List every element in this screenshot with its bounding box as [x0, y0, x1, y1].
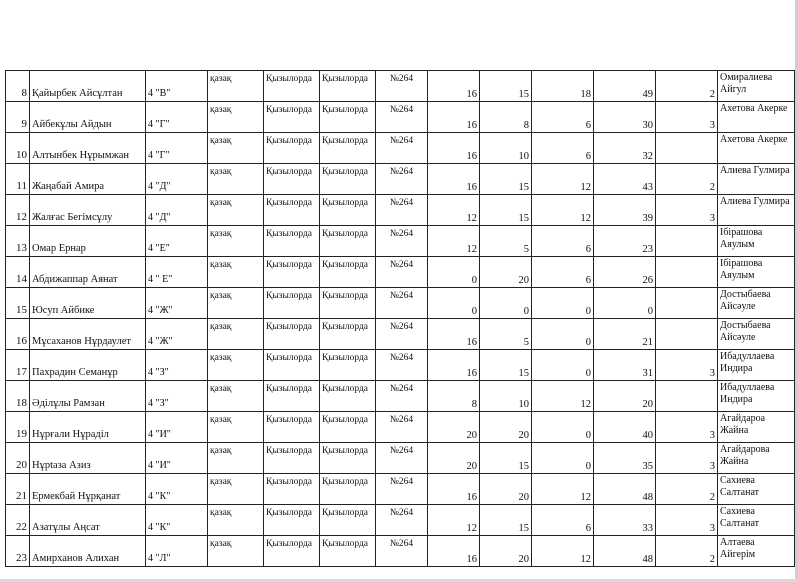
score-1-cell: 16 [428, 536, 480, 567]
student-name-cell: Ермекбай Нұрқанат [30, 474, 146, 505]
score-2-cell: 5 [480, 319, 532, 350]
teacher-name-cell: Ибадуллаева Индира [718, 350, 795, 381]
score-3-cell: 6 [532, 257, 594, 288]
class-cell: 4 "Л" [146, 536, 208, 567]
row-number-cell: 14 [6, 257, 30, 288]
student-name-cell: Юсуп Айбике [30, 288, 146, 319]
total-score-cell: 0 [594, 288, 656, 319]
region-cell: Қызылорда [264, 164, 320, 195]
language-cell: қазақ [208, 350, 264, 381]
city-cell: Қызылорда [320, 505, 376, 536]
school-cell: №264 [376, 133, 428, 164]
row-number-cell: 12 [6, 195, 30, 226]
student-name-cell: Амирханов Алихан [30, 536, 146, 567]
total-score-cell: 33 [594, 505, 656, 536]
total-score-cell: 48 [594, 474, 656, 505]
table-row [6, 257, 795, 288]
score-1-cell: 16 [428, 71, 480, 102]
teacher-name-cell: Сахиева Салтанат [718, 474, 795, 505]
score-2-cell: 5 [480, 226, 532, 257]
score-2-cell: 15 [480, 164, 532, 195]
score-3-cell: 0 [532, 443, 594, 474]
row-number-cell: 11 [6, 164, 30, 195]
class-cell: 4 "В" [146, 71, 208, 102]
school-cell: №264 [376, 288, 428, 319]
table-row [6, 505, 795, 536]
place-cell [656, 381, 718, 412]
score-2-cell: 10 [480, 133, 532, 164]
student-name-cell: Жалғас Бегімсұлу [30, 195, 146, 226]
score-2-cell: 15 [480, 71, 532, 102]
score-1-cell: 16 [428, 350, 480, 381]
total-score-cell: 21 [594, 319, 656, 350]
place-cell: 3 [656, 412, 718, 443]
teacher-name-cell: Сахиева Салтанат [718, 505, 795, 536]
teacher-name-cell: Агайдарова Жайна [718, 443, 795, 474]
city-cell: Қызылорда [320, 381, 376, 412]
school-cell: №264 [376, 474, 428, 505]
teacher-name-cell: Ібірашова Аяулым [718, 257, 795, 288]
place-cell [656, 226, 718, 257]
score-1-cell: 16 [428, 133, 480, 164]
total-score-cell: 20 [594, 381, 656, 412]
school-cell: №264 [376, 195, 428, 226]
table-row [6, 474, 795, 505]
region-cell: Қызылорда [264, 133, 320, 164]
class-cell: 4 "Ж" [146, 319, 208, 350]
score-2-cell: 10 [480, 381, 532, 412]
region-cell: Қызылорда [264, 474, 320, 505]
city-cell: Қызылорда [320, 133, 376, 164]
score-3-cell: 12 [532, 536, 594, 567]
score-2-cell: 8 [480, 102, 532, 133]
language-cell: қазақ [208, 226, 264, 257]
teacher-name-cell: Алиева Гулмира [718, 195, 795, 226]
class-cell: 4 "И" [146, 412, 208, 443]
score-3-cell: 12 [532, 195, 594, 226]
school-cell: №264 [376, 412, 428, 443]
region-cell: Қызылорда [264, 257, 320, 288]
row-number-cell: 9 [6, 102, 30, 133]
student-name-cell: Азатұлы Аңсат [30, 505, 146, 536]
teacher-name-cell: Алиева Гулмира [718, 164, 795, 195]
region-cell: Қызылорда [264, 412, 320, 443]
language-cell: қазақ [208, 381, 264, 412]
teacher-name-cell: Достыбаева Айсәуле [718, 319, 795, 350]
total-score-cell: 31 [594, 350, 656, 381]
teacher-name-cell: Омиралиева Айгул [718, 71, 795, 102]
class-cell: 4 "Д" [146, 164, 208, 195]
table-row [6, 350, 795, 381]
region-cell: Қызылорда [264, 505, 320, 536]
city-cell: Қызылорда [320, 164, 376, 195]
student-name-cell: Айбекұлы Айдын [30, 102, 146, 133]
score-2-cell: 15 [480, 195, 532, 226]
total-score-cell: 32 [594, 133, 656, 164]
class-cell: 4 "З" [146, 381, 208, 412]
school-cell: №264 [376, 505, 428, 536]
school-cell: №264 [376, 350, 428, 381]
row-number-cell: 22 [6, 505, 30, 536]
student-name-cell: Жаңабай Амира [30, 164, 146, 195]
score-1-cell: 16 [428, 319, 480, 350]
class-cell: 4 "К" [146, 505, 208, 536]
place-cell: 2 [656, 71, 718, 102]
city-cell: Қызылорда [320, 412, 376, 443]
score-2-cell: 20 [480, 536, 532, 567]
score-3-cell: 6 [532, 505, 594, 536]
score-2-cell: 15 [480, 443, 532, 474]
region-cell: Қызылорда [264, 71, 320, 102]
score-3-cell: 0 [532, 412, 594, 443]
row-number-cell: 16 [6, 319, 30, 350]
total-score-cell: 48 [594, 536, 656, 567]
score-3-cell: 6 [532, 102, 594, 133]
results-table-body [6, 71, 795, 567]
language-cell: қазақ [208, 319, 264, 350]
score-3-cell: 18 [532, 71, 594, 102]
school-cell: №264 [376, 319, 428, 350]
score-1-cell: 16 [428, 164, 480, 195]
score-3-cell: 0 [532, 319, 594, 350]
city-cell: Қызылорда [320, 195, 376, 226]
region-cell: Қызылорда [264, 319, 320, 350]
total-score-cell: 39 [594, 195, 656, 226]
score-3-cell: 6 [532, 133, 594, 164]
school-cell: №264 [376, 102, 428, 133]
language-cell: қазақ [208, 474, 264, 505]
score-1-cell: 8 [428, 381, 480, 412]
teacher-name-cell: Ибадуллаева Индира [718, 381, 795, 412]
score-1-cell: 12 [428, 195, 480, 226]
city-cell: Қызылорда [320, 257, 376, 288]
score-2-cell: 0 [480, 288, 532, 319]
score-3-cell: 12 [532, 474, 594, 505]
score-3-cell: 0 [532, 288, 594, 319]
school-cell: №264 [376, 226, 428, 257]
score-3-cell: 12 [532, 164, 594, 195]
table-row [6, 226, 795, 257]
school-cell: №264 [376, 381, 428, 412]
table-row [6, 536, 795, 567]
score-1-cell: 0 [428, 257, 480, 288]
language-cell: қазақ [208, 536, 264, 567]
place-cell [656, 288, 718, 319]
student-name-cell: Нұрtaза Азиз [30, 443, 146, 474]
row-number-cell: 15 [6, 288, 30, 319]
class-cell: 4 "Ж" [146, 288, 208, 319]
class-cell: 4 "Г" [146, 133, 208, 164]
score-1-cell: 20 [428, 412, 480, 443]
place-cell: 2 [656, 164, 718, 195]
row-number-cell: 18 [6, 381, 30, 412]
table-row [6, 133, 795, 164]
city-cell: Қызылорда [320, 288, 376, 319]
place-cell: 3 [656, 102, 718, 133]
row-number-cell: 17 [6, 350, 30, 381]
student-name-cell: Әділұлы Рамзан [30, 381, 146, 412]
teacher-name-cell: Ібірашова Аяулым [718, 226, 795, 257]
city-cell: Қызылорда [320, 443, 376, 474]
student-name-cell: Омар Ернар [30, 226, 146, 257]
language-cell: қазақ [208, 195, 264, 226]
score-1-cell: 20 [428, 443, 480, 474]
total-score-cell: 30 [594, 102, 656, 133]
city-cell: Қызылорда [320, 226, 376, 257]
place-cell [656, 319, 718, 350]
results-table [5, 70, 795, 567]
school-cell: №264 [376, 536, 428, 567]
region-cell: Қызылорда [264, 102, 320, 133]
city-cell: Қызылорда [320, 350, 376, 381]
teacher-name-cell: Алтаева Айгерім [718, 536, 795, 567]
region-cell: Қызылорда [264, 381, 320, 412]
score-1-cell: 16 [428, 474, 480, 505]
city-cell: Қызылорда [320, 102, 376, 133]
class-cell: 4 "З" [146, 350, 208, 381]
school-cell: №264 [376, 257, 428, 288]
language-cell: қазақ [208, 443, 264, 474]
city-cell: Қызылорда [320, 319, 376, 350]
language-cell: қазақ [208, 133, 264, 164]
teacher-name-cell: Ахетова Акерке [718, 133, 795, 164]
teacher-name-cell: Агайдароа Жайна [718, 412, 795, 443]
region-cell: Қызылорда [264, 288, 320, 319]
city-cell: Қызылорда [320, 71, 376, 102]
row-number-cell: 21 [6, 474, 30, 505]
table-row [6, 412, 795, 443]
language-cell: қазақ [208, 288, 264, 319]
class-cell: 4 "И" [146, 443, 208, 474]
score-3-cell: 0 [532, 350, 594, 381]
total-score-cell: 49 [594, 71, 656, 102]
language-cell: қазақ [208, 412, 264, 443]
language-cell: қазақ [208, 71, 264, 102]
table-row [6, 71, 795, 102]
class-cell: 4 " Е" [146, 257, 208, 288]
school-cell: №264 [376, 71, 428, 102]
class-cell: 4 "Г" [146, 102, 208, 133]
place-cell: 3 [656, 350, 718, 381]
table-row [6, 381, 795, 412]
student-name-cell: Нұрғали Нұраділ [30, 412, 146, 443]
region-cell: Қызылорда [264, 195, 320, 226]
score-2-cell: 20 [480, 474, 532, 505]
total-score-cell: 23 [594, 226, 656, 257]
total-score-cell: 40 [594, 412, 656, 443]
place-cell: 3 [656, 443, 718, 474]
score-3-cell: 6 [532, 226, 594, 257]
language-cell: қазақ [208, 257, 264, 288]
class-cell: 4 "Д" [146, 195, 208, 226]
school-cell: №264 [376, 164, 428, 195]
student-name-cell: Қайырбек Айсұлтан [30, 71, 146, 102]
place-cell: 3 [656, 195, 718, 226]
score-2-cell: 20 [480, 257, 532, 288]
row-number-cell: 13 [6, 226, 30, 257]
student-name-cell: Алтынбек Нұрымжан [30, 133, 146, 164]
language-cell: қазақ [208, 102, 264, 133]
city-cell: Қызылорда [320, 536, 376, 567]
total-score-cell: 26 [594, 257, 656, 288]
region-cell: Қызылорда [264, 226, 320, 257]
place-cell [656, 133, 718, 164]
region-cell: Қызылорда [264, 443, 320, 474]
student-name-cell: Абдижаппар Аянат [30, 257, 146, 288]
teacher-name-cell: Достыбаева Айсәуле [718, 288, 795, 319]
language-cell: қазақ [208, 164, 264, 195]
total-score-cell: 43 [594, 164, 656, 195]
table-row [6, 319, 795, 350]
city-cell: Қызылорда [320, 474, 376, 505]
score-2-cell: 15 [480, 505, 532, 536]
row-number-cell: 23 [6, 536, 30, 567]
student-name-cell: Мұсаханов Нұрдаулет [30, 319, 146, 350]
place-cell: 3 [656, 505, 718, 536]
table-row [6, 288, 795, 319]
score-1-cell: 12 [428, 505, 480, 536]
region-cell: Қызылорда [264, 536, 320, 567]
student-name-cell: Пахрадин Семанұр [30, 350, 146, 381]
place-cell [656, 257, 718, 288]
score-2-cell: 20 [480, 412, 532, 443]
table-row [6, 102, 795, 133]
school-cell: №264 [376, 443, 428, 474]
table-row [6, 164, 795, 195]
class-cell: 4 "К" [146, 474, 208, 505]
row-number-cell: 19 [6, 412, 30, 443]
place-cell: 2 [656, 474, 718, 505]
score-1-cell: 16 [428, 102, 480, 133]
score-1-cell: 0 [428, 288, 480, 319]
table-row [6, 443, 795, 474]
row-number-cell: 8 [6, 71, 30, 102]
total-score-cell: 35 [594, 443, 656, 474]
class-cell: 4 "Е" [146, 226, 208, 257]
row-number-cell: 10 [6, 133, 30, 164]
place-cell: 2 [656, 536, 718, 567]
region-cell: Қызылорда [264, 350, 320, 381]
score-2-cell: 15 [480, 350, 532, 381]
row-number-cell: 20 [6, 443, 30, 474]
language-cell: қазақ [208, 505, 264, 536]
score-3-cell: 12 [532, 381, 594, 412]
score-1-cell: 12 [428, 226, 480, 257]
teacher-name-cell: Ахетова Акерке [718, 102, 795, 133]
table-row [6, 195, 795, 226]
